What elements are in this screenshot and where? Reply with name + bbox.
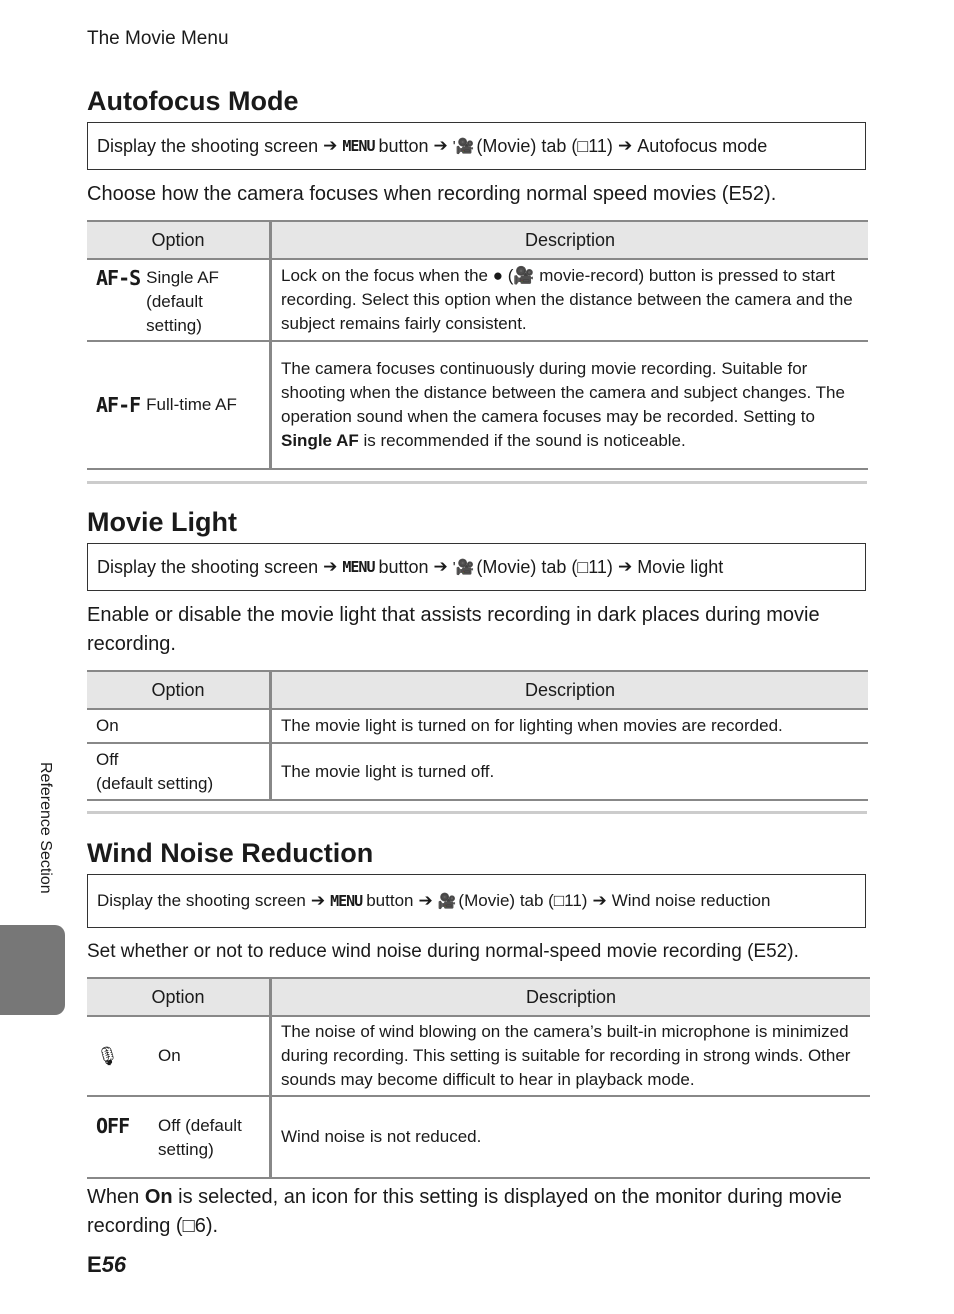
arrow-icon: ➔	[310, 891, 326, 910]
nav-button: button	[378, 556, 429, 577]
nav-start: Display the shooting screen	[97, 556, 319, 577]
af-f-icon: AF-F	[96, 393, 141, 417]
column-header-description: Description	[271, 221, 869, 259]
option-description: The movie light is turned off.	[271, 743, 869, 800]
nav-tab: (Movie) tab (	[476, 135, 578, 156]
column-header-description: Description	[271, 671, 869, 709]
table-row	[87, 1016, 870, 1096]
column-header-option: Option	[87, 221, 271, 259]
nav-path-autofocus	[87, 122, 866, 170]
arrow-icon: ➔	[433, 557, 448, 576]
movie-tab-icon: '🎥	[452, 138, 475, 155]
column-header-description: Description	[271, 978, 871, 1016]
nav-target: Autofocus mode	[637, 135, 768, 156]
autofocus-table	[87, 220, 868, 470]
arrow-icon: ➔	[418, 891, 433, 910]
section-title-autofocus: Autofocus Mode	[87, 86, 299, 116]
section-divider	[87, 481, 867, 484]
menu-icon: MENU	[342, 558, 375, 576]
footnote: When On is selected, an icon for this setting is displayed on the monitor during movie recording (□6).	[87, 1186, 842, 1237]
nav-ref: 11)	[588, 556, 613, 577]
book-icon: □	[577, 556, 589, 577]
intro-autofocus: Choose how the camera focuses when recording normal speed movies (E52).	[87, 183, 777, 205]
record-button-icon: ●	[492, 266, 503, 285]
option-description: Wind noise is not reduced.	[271, 1096, 871, 1178]
option-label: Full-time AF	[146, 395, 237, 414]
e-ref-icon: E	[728, 183, 742, 205]
running-head: The Movie Menu	[87, 28, 229, 49]
nav-button: button	[366, 891, 414, 910]
arrow-icon: ➔	[323, 136, 338, 155]
option-label: Single AF (default setting)	[146, 268, 219, 335]
menu-icon: MENU	[330, 892, 363, 910]
side-section-label: Reference Section	[37, 762, 54, 894]
movie-tab-icon: 🎥	[437, 893, 457, 910]
option-label: Off	[96, 749, 119, 769]
table-row	[87, 743, 868, 800]
wind-noise-icon: 🎙	[96, 1046, 119, 1066]
arrow-icon: ➔	[617, 557, 633, 576]
option-description: Lock on the focus when the ● (🎥 movie-record) button is pressed to start recording. Select this option when the distance between the camera and the subject remains fairly consistent.	[271, 259, 869, 341]
nav-target: Movie light	[637, 556, 724, 577]
nav-target: Wind noise reduction	[611, 891, 771, 910]
option-description: The movie light is turned on for lighting when movies are recorded.	[271, 709, 869, 743]
nav-start: Display the shooting screen	[97, 135, 319, 156]
af-s-icon: AF-S	[96, 266, 141, 290]
nav-tab: (Movie) tab (	[458, 891, 554, 910]
arrow-icon: ➔	[433, 136, 448, 155]
column-header-option: Option	[87, 671, 271, 709]
column-header-option: Option	[87, 978, 271, 1016]
table-row	[87, 1096, 870, 1178]
intro-movie-light: Enable or disable the movie light that assists recording in dark places during movie recording.	[87, 604, 820, 655]
nav-path-wind	[87, 874, 866, 928]
menu-icon: MENU	[342, 137, 375, 155]
option-description: The noise of wind blowing on the camera’s built-in microphone is minimized during recording. This setting is suitable for recording in strong winds. Other sounds may become difficult to hear in playback mode.	[271, 1016, 871, 1096]
off-icon: OFF	[96, 1114, 130, 1138]
nav-button: button	[378, 135, 429, 156]
table-row	[87, 341, 868, 469]
movie-light-table	[87, 670, 868, 801]
section-title-movie-light: Movie Light	[87, 507, 237, 537]
arrow-icon: ➔	[323, 557, 338, 576]
table-row	[87, 259, 868, 341]
side-tab-marker	[0, 925, 65, 1015]
option-description: The camera focuses continuously during movie recording. Suitable for shooting when the distance between the camera and subject changes. The operation sound when the camera focuses may be recorded. Setting to Single AF is recommended if the sound is noticeable.	[271, 341, 869, 469]
book-icon: □	[577, 135, 589, 156]
nav-ref: 11)	[588, 135, 613, 156]
arrow-icon: ➔	[617, 136, 633, 155]
nav-path-movie-light	[87, 543, 866, 591]
nav-tab: (Movie) tab (	[476, 556, 578, 577]
intro-wind: Set whether or not to reduce wind noise during normal-speed movie recording (E52).	[87, 941, 799, 962]
wind-table	[87, 977, 870, 1179]
movie-tab-icon: '🎥	[452, 559, 475, 576]
page-number: E56	[87, 1252, 127, 1277]
option-label: On	[158, 1046, 181, 1065]
table-row	[87, 709, 868, 743]
section-divider	[87, 811, 867, 814]
arrow-icon: ➔	[592, 891, 607, 910]
e-ref-icon: E	[87, 1252, 102, 1277]
option-label: On	[87, 709, 271, 743]
section-title-wind: Wind Noise Reduction	[87, 838, 374, 868]
book-icon: □	[182, 1215, 195, 1237]
book-icon: □	[553, 891, 565, 910]
nav-start: Display the shooting screen	[97, 891, 306, 910]
option-label: Off (default setting)	[158, 1116, 242, 1159]
nav-ref: 11)	[564, 891, 588, 910]
option-label-note: (default setting)	[96, 773, 214, 793]
e-ref-icon: E	[753, 941, 767, 962]
